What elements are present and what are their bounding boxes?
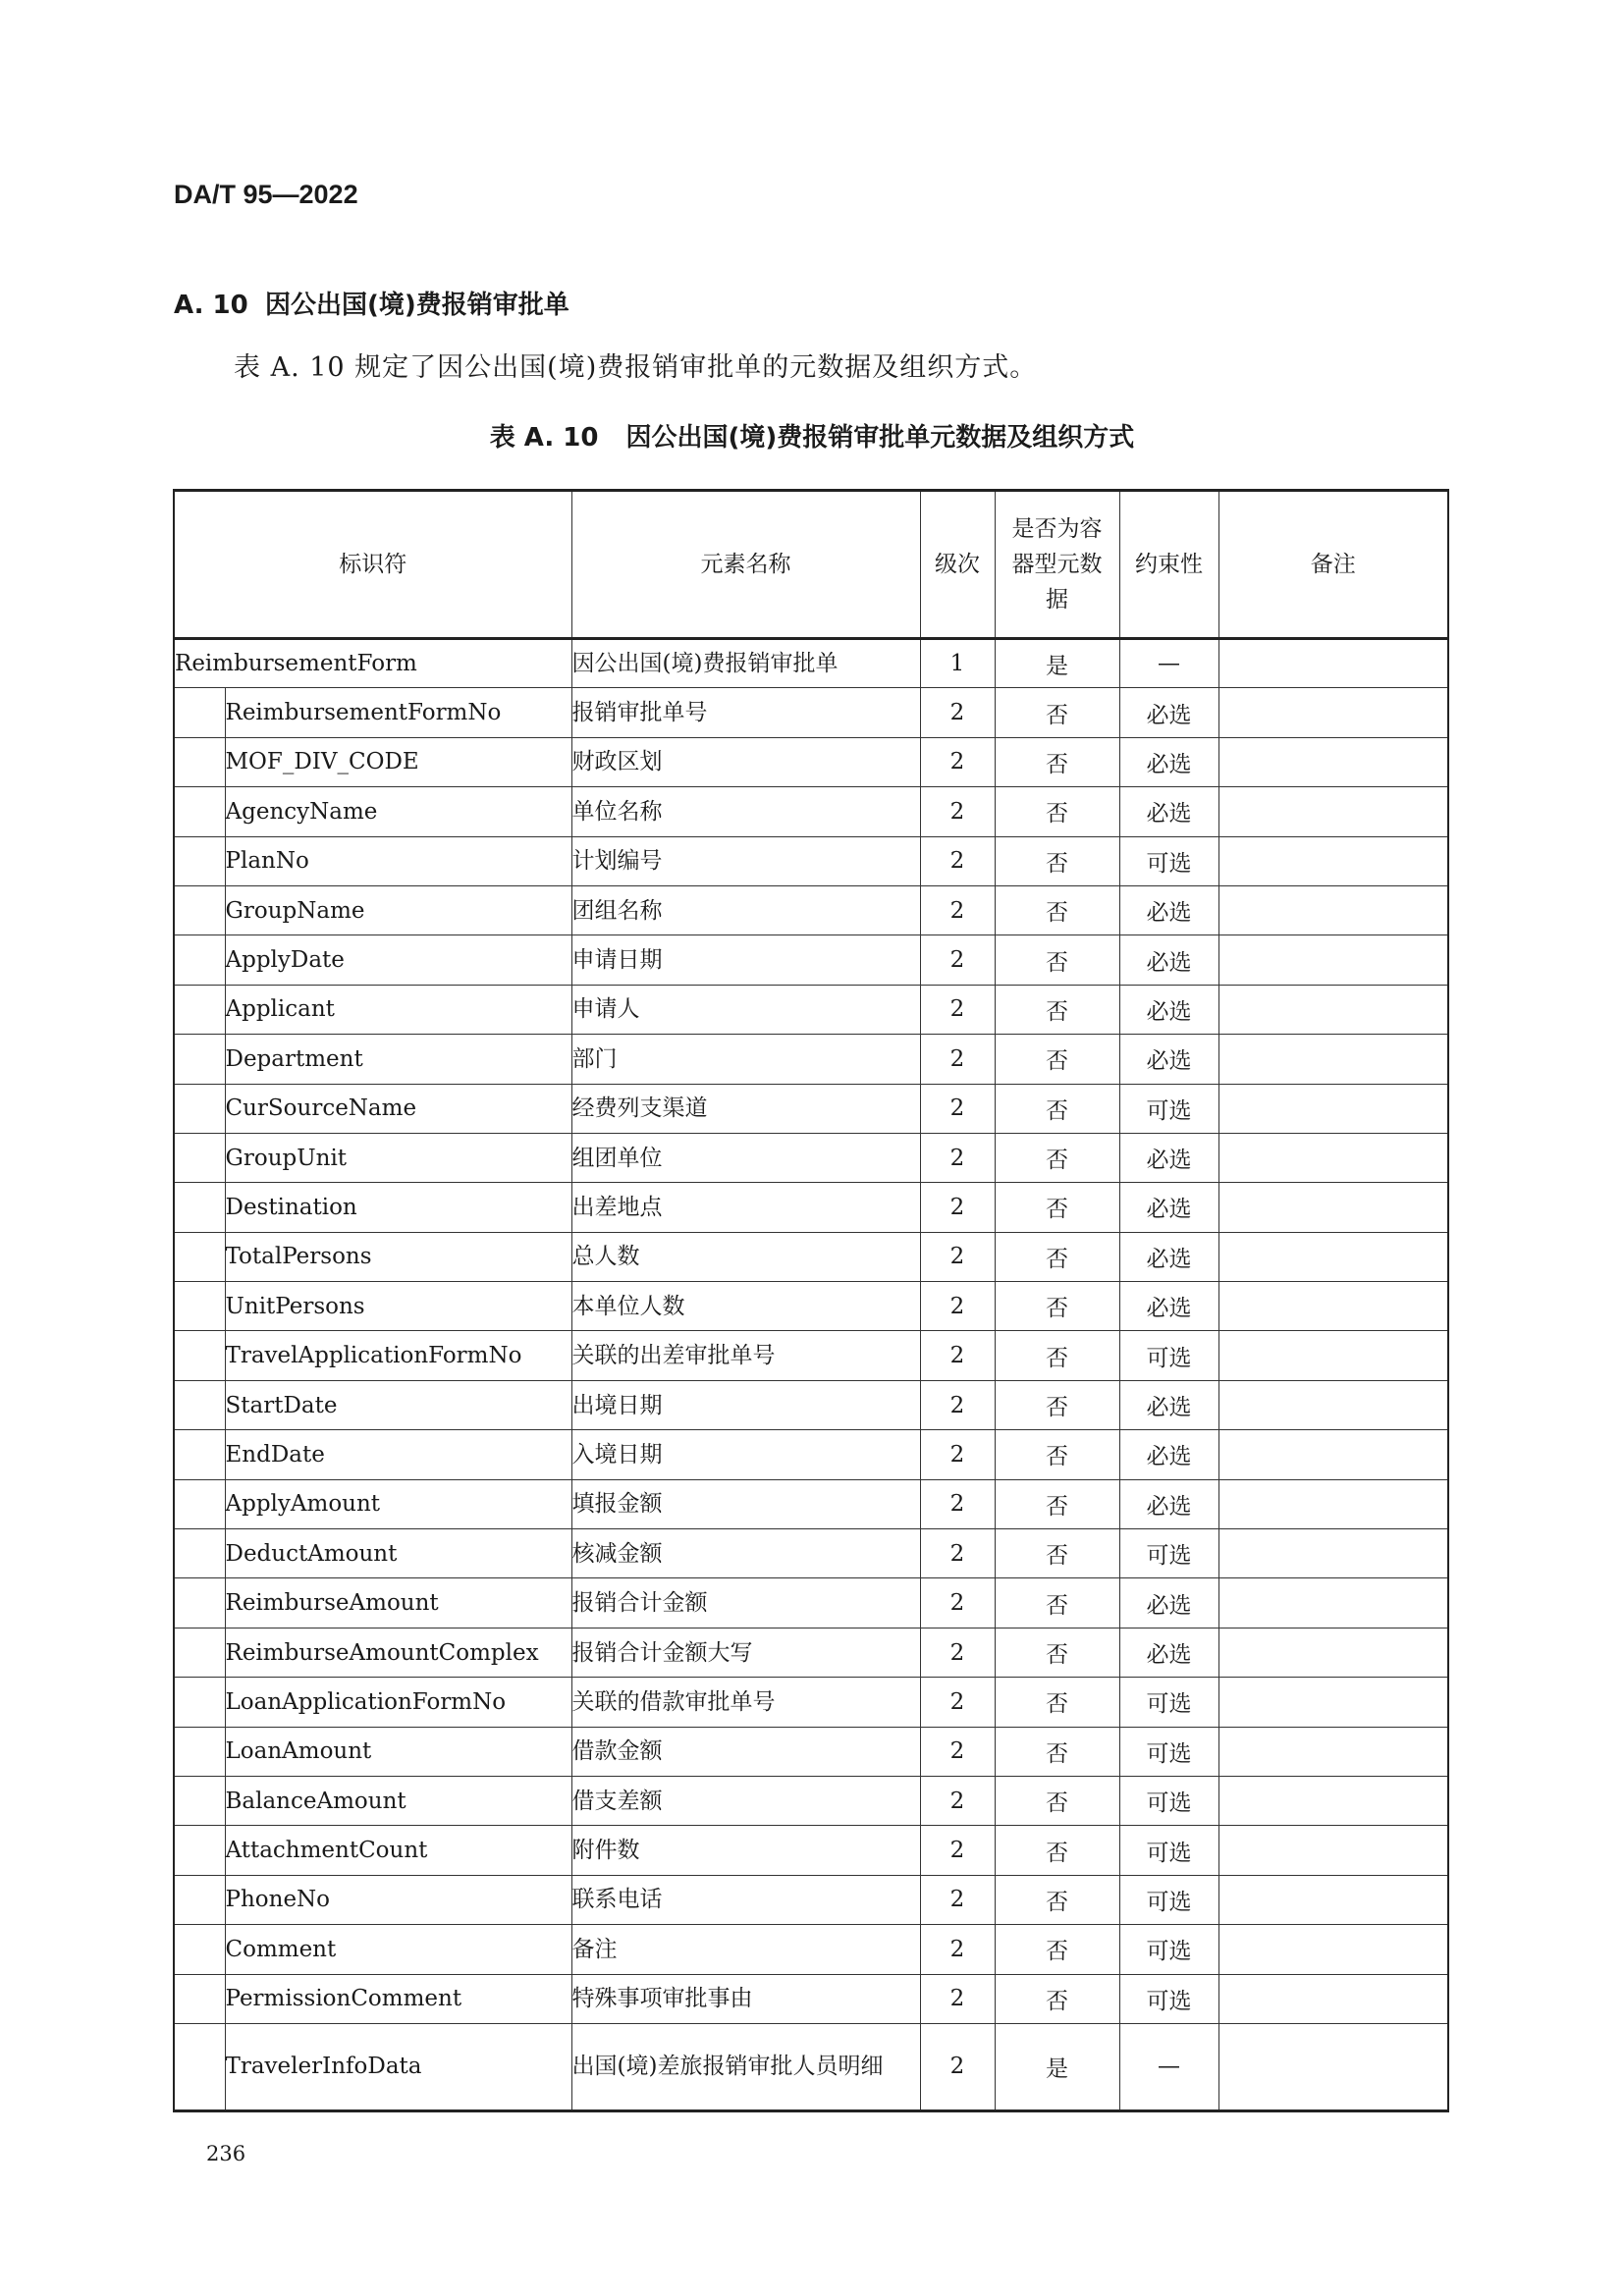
cell-note — [1218, 885, 1448, 934]
section-heading — [174, 285, 569, 321]
cell-constraint: 必选 — [1119, 787, 1218, 836]
cell-identifier: Applicant — [225, 985, 571, 1034]
cell-level: 2 — [920, 1183, 995, 1232]
cell-identifier: LoanAmount — [225, 1727, 571, 1776]
cell-level: 2 — [920, 688, 995, 737]
cell-is-container: 否 — [995, 787, 1119, 836]
cell-constraint: 可选 — [1119, 1678, 1218, 1727]
cell-is-container: 否 — [995, 1380, 1119, 1429]
cell-element-name: 借支差额 — [571, 1776, 920, 1825]
section-number: A. 10 — [174, 291, 248, 320]
table-row — [174, 787, 1448, 836]
cell-is-container: 是 — [995, 2023, 1119, 2110]
table-row — [174, 1925, 1448, 1974]
cell-element-name: 组团单位 — [571, 1133, 920, 1182]
table-header-row — [174, 491, 1448, 639]
header-level: 级次 — [920, 491, 995, 639]
cell-constraint: 可选 — [1119, 1875, 1218, 1924]
cell-identifier: UnitPersons — [225, 1282, 571, 1331]
intro-paragraph: 表 A. 10 规定了因公出国(境)费报销审批单的元数据及组织方式。 — [234, 352, 1038, 383]
cell-identifier: ApplyAmount — [225, 1479, 571, 1528]
cell-element-name: 经费列支渠道 — [571, 1084, 920, 1133]
cell-indent — [174, 1875, 225, 1924]
header-element-name: 元素名称 — [571, 491, 920, 639]
cell-element-name: 团组名称 — [571, 885, 920, 934]
cell-level: 2 — [920, 1529, 995, 1578]
cell-element-name: 因公出国(境)费报销审批单 — [571, 639, 920, 688]
cell-indent — [174, 1826, 225, 1875]
cell-element-name: 出国(境)差旅报销审批人员明细 — [571, 2023, 920, 2110]
table-row — [174, 1776, 1448, 1825]
cell-indent — [174, 1479, 225, 1528]
cell-indent — [174, 688, 225, 737]
table-row — [174, 985, 1448, 1034]
header-note: 备注 — [1218, 491, 1448, 639]
cell-is-container: 否 — [995, 935, 1119, 985]
cell-constraint: 可选 — [1119, 1974, 1218, 2023]
cell-element-name: 关联的出差审批单号 — [571, 1331, 920, 1380]
cell-identifier: AgencyName — [225, 787, 571, 836]
cell-is-container: 否 — [995, 1826, 1119, 1875]
table-row — [174, 1974, 1448, 2023]
table-row — [174, 1727, 1448, 1776]
cell-identifier: TravelApplicationFormNo — [225, 1331, 571, 1380]
cell-level: 2 — [920, 1578, 995, 1628]
cell-is-container: 否 — [995, 1628, 1119, 1677]
cell-identifier: EndDate — [225, 1430, 571, 1479]
cell-indent — [174, 1925, 225, 1974]
cell-note — [1218, 1183, 1448, 1232]
cell-indent — [174, 787, 225, 836]
cell-constraint: 必选 — [1119, 1380, 1218, 1429]
cell-identifier: DeductAmount — [225, 1529, 571, 1578]
cell-identifier: PermissionComment — [225, 1974, 571, 2023]
table-caption-number: 表 A. 10 — [489, 423, 599, 453]
cell-element-name: 填报金额 — [571, 1479, 920, 1528]
cell-indent — [174, 1628, 225, 1677]
cell-identifier: ReimburseAmountComplex — [225, 1628, 571, 1677]
cell-indent — [174, 1678, 225, 1727]
cell-indent — [174, 1035, 225, 1084]
cell-indent — [174, 1183, 225, 1232]
cell-indent — [174, 1974, 225, 2023]
cell-level: 2 — [920, 1875, 995, 1924]
table-row — [174, 1578, 1448, 1628]
cell-constraint: 必选 — [1119, 985, 1218, 1034]
cell-indent — [174, 885, 225, 934]
cell-level: 2 — [920, 1232, 995, 1281]
cell-is-container: 是 — [995, 639, 1119, 688]
cell-is-container: 否 — [995, 1578, 1119, 1628]
cell-constraint: 必选 — [1119, 737, 1218, 786]
cell-is-container: 否 — [995, 1282, 1119, 1331]
cell-note — [1218, 688, 1448, 737]
cell-element-name: 单位名称 — [571, 787, 920, 836]
cell-indent — [174, 1578, 225, 1628]
header-constraint: 约束性 — [1119, 491, 1218, 639]
cell-constraint: 必选 — [1119, 1628, 1218, 1677]
table-row — [174, 1479, 1448, 1528]
cell-note — [1218, 1628, 1448, 1677]
cell-level: 2 — [920, 836, 995, 885]
cell-level: 2 — [920, 1974, 995, 2023]
cell-element-name: 借款金额 — [571, 1727, 920, 1776]
cell-note — [1218, 836, 1448, 885]
cell-constraint: 必选 — [1119, 1430, 1218, 1479]
cell-indent — [174, 1380, 225, 1429]
cell-indent — [174, 985, 225, 1034]
table-caption-title: 因公出国(境)费报销审批单元数据及组织方式 — [625, 423, 1135, 453]
cell-indent — [174, 737, 225, 786]
cell-is-container: 否 — [995, 985, 1119, 1034]
metadata-table — [173, 489, 1449, 2112]
table-row — [174, 688, 1448, 737]
cell-note — [1218, 1430, 1448, 1479]
cell-identifier: Destination — [225, 1183, 571, 1232]
cell-constraint: 可选 — [1119, 1925, 1218, 1974]
cell-identifier: AttachmentCount — [225, 1826, 571, 1875]
cell-constraint: 可选 — [1119, 836, 1218, 885]
cell-identifier: CurSourceName — [225, 1084, 571, 1133]
cell-level: 2 — [920, 2023, 995, 2110]
page-number: 236 — [206, 2142, 246, 2165]
cell-note — [1218, 1678, 1448, 1727]
cell-note — [1218, 2023, 1448, 2110]
header-is-container: 是否为容器型元数据 — [995, 491, 1119, 639]
cell-note — [1218, 1035, 1448, 1084]
cell-is-container: 否 — [995, 1875, 1119, 1924]
cell-note — [1218, 1974, 1448, 2023]
cell-identifier: StartDate — [225, 1380, 571, 1429]
table-row — [174, 1529, 1448, 1578]
cell-level: 2 — [920, 1678, 995, 1727]
cell-identifier: BalanceAmount — [225, 1776, 571, 1825]
cell-note — [1218, 985, 1448, 1034]
cell-note — [1218, 1727, 1448, 1776]
cell-element-name: 特殊事项审批事由 — [571, 1974, 920, 2023]
cell-level: 2 — [920, 1430, 995, 1479]
cell-indent — [174, 935, 225, 985]
cell-constraint: 可选 — [1119, 1776, 1218, 1825]
cell-indent — [174, 1232, 225, 1281]
cell-note — [1218, 1925, 1448, 1974]
cell-identifier: Department — [225, 1035, 571, 1084]
table-row — [174, 1826, 1448, 1875]
table-row — [174, 1678, 1448, 1727]
table-row — [174, 1331, 1448, 1380]
cell-identifier: LoanApplicationFormNo — [225, 1678, 571, 1727]
cell-constraint: 必选 — [1119, 935, 1218, 985]
cell-level: 2 — [920, 1084, 995, 1133]
document-code: DA/T 95—2022 — [174, 180, 358, 209]
cell-note — [1218, 1479, 1448, 1528]
cell-constraint: 必选 — [1119, 1035, 1218, 1084]
cell-element-name: 联系电话 — [571, 1875, 920, 1924]
table-row — [174, 1628, 1448, 1677]
table-row — [174, 1084, 1448, 1133]
cell-element-name: 本单位人数 — [571, 1282, 920, 1331]
cell-note — [1218, 1875, 1448, 1924]
cell-constraint: — — [1119, 639, 1218, 688]
cell-level: 2 — [920, 1479, 995, 1528]
cell-constraint: 必选 — [1119, 1133, 1218, 1182]
cell-constraint: 可选 — [1119, 1529, 1218, 1578]
cell-is-container: 否 — [995, 1133, 1119, 1182]
cell-level: 2 — [920, 737, 995, 786]
section-title: 因公出国(境)费报销审批单 — [265, 291, 569, 320]
table-row — [174, 1035, 1448, 1084]
cell-indent — [174, 1084, 225, 1133]
cell-is-container: 否 — [995, 737, 1119, 786]
cell-indent — [174, 1430, 225, 1479]
table-row-root — [174, 639, 1448, 688]
cell-note — [1218, 1776, 1448, 1825]
cell-element-name: 部门 — [571, 1035, 920, 1084]
cell-constraint: 必选 — [1119, 688, 1218, 737]
cell-element-name: 财政区划 — [571, 737, 920, 786]
cell-element-name: 入境日期 — [571, 1430, 920, 1479]
cell-note — [1218, 1084, 1448, 1133]
cell-is-container: 否 — [995, 1925, 1119, 1974]
table-row — [174, 1183, 1448, 1232]
cell-note — [1218, 1826, 1448, 1875]
table-row — [174, 1380, 1448, 1429]
table-row — [174, 1232, 1448, 1281]
cell-is-container: 否 — [995, 1035, 1119, 1084]
cell-element-name: 备注 — [571, 1925, 920, 1974]
cell-is-container: 否 — [995, 885, 1119, 934]
cell-element-name: 总人数 — [571, 1232, 920, 1281]
cell-note — [1218, 1331, 1448, 1380]
cell-identifier: ReimbursementFormNo — [225, 688, 571, 737]
cell-note — [1218, 639, 1448, 688]
cell-constraint: 必选 — [1119, 885, 1218, 934]
cell-level: 2 — [920, 1133, 995, 1182]
cell-note — [1218, 1133, 1448, 1182]
cell-constraint: 可选 — [1119, 1826, 1218, 1875]
cell-is-container: 否 — [995, 1183, 1119, 1232]
cell-constraint: 必选 — [1119, 1479, 1218, 1528]
cell-indent — [174, 1133, 225, 1182]
cell-identifier: TravelerInfoData — [225, 2023, 571, 2110]
cell-level: 2 — [920, 1628, 995, 1677]
cell-level: 2 — [920, 1925, 995, 1974]
cell-identifier: GroupName — [225, 885, 571, 934]
table-row — [174, 1430, 1448, 1479]
table-row — [174, 1282, 1448, 1331]
table-row — [174, 1875, 1448, 1924]
cell-note — [1218, 935, 1448, 985]
cell-element-name: 关联的借款审批单号 — [571, 1678, 920, 1727]
cell-element-name: 报销合计金额 — [571, 1578, 920, 1628]
cell-identifier: ReimbursementForm — [174, 639, 571, 688]
cell-indent — [174, 836, 225, 885]
cell-constraint: — — [1119, 2023, 1218, 2110]
cell-level: 2 — [920, 985, 995, 1034]
cell-element-name: 出境日期 — [571, 1380, 920, 1429]
cell-note — [1218, 787, 1448, 836]
cell-is-container: 否 — [995, 1974, 1119, 2023]
cell-is-container: 否 — [995, 1084, 1119, 1133]
cell-element-name: 出差地点 — [571, 1183, 920, 1232]
cell-constraint: 必选 — [1119, 1578, 1218, 1628]
cell-is-container: 否 — [995, 1331, 1119, 1380]
table-row — [174, 935, 1448, 985]
cell-identifier: PhoneNo — [225, 1875, 571, 1924]
cell-is-container: 否 — [995, 1430, 1119, 1479]
table-row — [174, 836, 1448, 885]
cell-element-name: 申请人 — [571, 985, 920, 1034]
cell-note — [1218, 1529, 1448, 1578]
table-row — [174, 885, 1448, 934]
cell-identifier: ReimburseAmount — [225, 1578, 571, 1628]
cell-is-container: 否 — [995, 1232, 1119, 1281]
cell-level: 2 — [920, 1727, 995, 1776]
cell-note — [1218, 1578, 1448, 1628]
cell-indent — [174, 1331, 225, 1380]
cell-is-container: 否 — [995, 1727, 1119, 1776]
cell-indent — [174, 1727, 225, 1776]
cell-constraint: 必选 — [1119, 1183, 1218, 1232]
cell-is-container: 否 — [995, 1678, 1119, 1727]
cell-constraint: 必选 — [1119, 1282, 1218, 1331]
table-row — [174, 1133, 1448, 1182]
cell-indent — [174, 1776, 225, 1825]
cell-identifier: TotalPersons — [225, 1232, 571, 1281]
cell-identifier: Comment — [225, 1925, 571, 1974]
cell-constraint: 可选 — [1119, 1727, 1218, 1776]
cell-level: 2 — [920, 1282, 995, 1331]
cell-level: 2 — [920, 935, 995, 985]
cell-element-name: 报销合计金额大写 — [571, 1628, 920, 1677]
cell-indent — [174, 1282, 225, 1331]
cell-identifier: PlanNo — [225, 836, 571, 885]
table-row — [174, 737, 1448, 786]
cell-constraint: 必选 — [1119, 1232, 1218, 1281]
cell-is-container: 否 — [995, 1479, 1119, 1528]
cell-element-name: 报销审批单号 — [571, 688, 920, 737]
cell-level: 2 — [920, 1826, 995, 1875]
cell-constraint: 可选 — [1119, 1331, 1218, 1380]
cell-level: 2 — [920, 885, 995, 934]
table-row — [174, 2023, 1448, 2110]
cell-identifier: MOF_DIV_CODE — [225, 737, 571, 786]
cell-is-container: 否 — [995, 1776, 1119, 1825]
cell-element-name: 核减金额 — [571, 1529, 920, 1578]
cell-level: 2 — [920, 787, 995, 836]
cell-is-container: 否 — [995, 688, 1119, 737]
cell-note — [1218, 1232, 1448, 1281]
cell-constraint: 可选 — [1119, 1084, 1218, 1133]
cell-note — [1218, 1380, 1448, 1429]
cell-element-name: 计划编号 — [571, 836, 920, 885]
cell-note — [1218, 1282, 1448, 1331]
header-identifier: 标识符 — [174, 491, 571, 639]
table-caption — [0, 417, 1624, 454]
cell-is-container: 否 — [995, 836, 1119, 885]
cell-level: 2 — [920, 1776, 995, 1825]
cell-identifier: GroupUnit — [225, 1133, 571, 1182]
cell-indent — [174, 1529, 225, 1578]
cell-note — [1218, 737, 1448, 786]
cell-element-name: 附件数 — [571, 1826, 920, 1875]
cell-element-name: 申请日期 — [571, 935, 920, 985]
cell-level: 1 — [920, 639, 995, 688]
cell-identifier: ApplyDate — [225, 935, 571, 985]
cell-level: 2 — [920, 1380, 995, 1429]
cell-level: 2 — [920, 1331, 995, 1380]
cell-is-container: 否 — [995, 1529, 1119, 1578]
cell-indent — [174, 2023, 225, 2110]
cell-level: 2 — [920, 1035, 995, 1084]
